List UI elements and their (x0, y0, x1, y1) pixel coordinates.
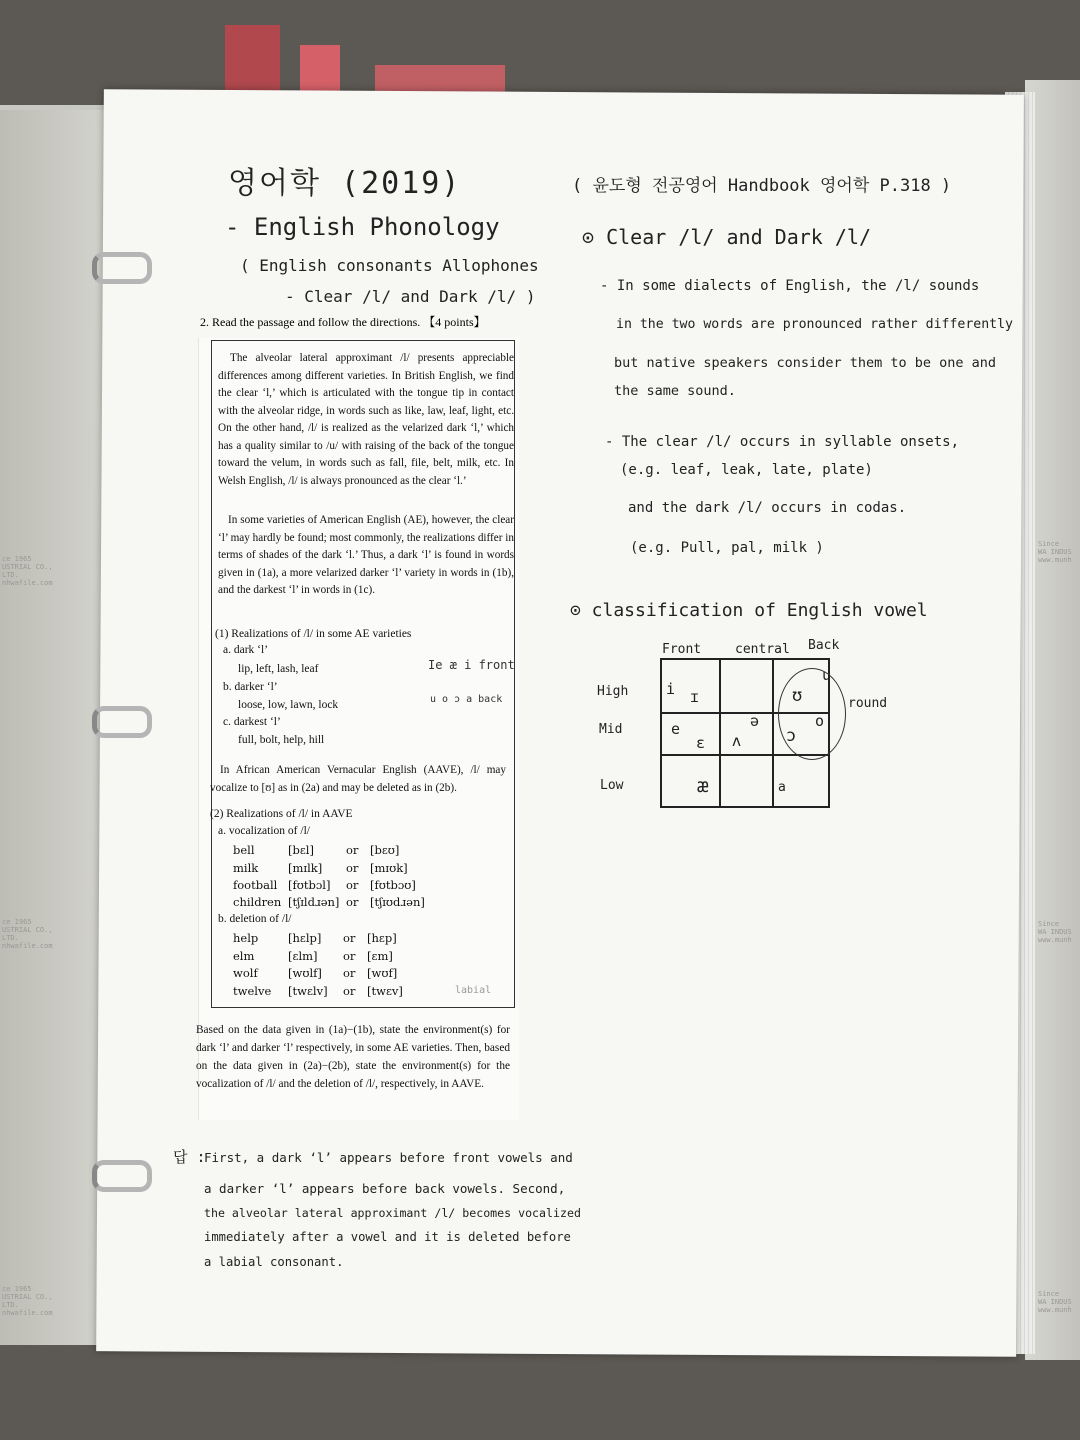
vowel-row-label: High (597, 684, 629, 699)
vowel-symbol: o (815, 712, 825, 730)
note-line: (e.g. leaf, leak, late, plate) (620, 462, 873, 478)
data-or: or (343, 931, 356, 945)
question-instruction: Read the passage and follow the directions. 【4 points】 (212, 315, 486, 329)
vowel-symbol: ɛ (696, 734, 706, 752)
example-words: lip, left, lash, leaf (238, 663, 319, 675)
example-label: a. vocalization of /l/ (218, 825, 310, 837)
data-ipa: [wʊlf] (288, 966, 322, 980)
data-ipa: [hɛlp] (288, 931, 322, 945)
data-word: elm (233, 949, 255, 963)
margin-note-labial: labial (455, 985, 492, 996)
example-title: (1) Realizations of /l/ in some AE varieties (215, 628, 412, 640)
note-line: - In some dialects of English, the /l/ sounds (600, 278, 980, 294)
data-ipa: [tʃɪldɹən] (288, 895, 340, 909)
data-word: help (233, 931, 259, 945)
data-or: or (346, 878, 359, 892)
passage-paragraph: The alveolar lateral approximant /l/ presents appreciable differences among different varieties. In British English, we find the clear ‘l,’ which is articulated with the tongue tip in contact with the alveolar ridge, in words such as like, law, leaf, light, etc. On the other hand, /l/ is realized as the velarized dark ‘l,’ which has a quality similar to /u/ with raising of the back of the tongue toward the velum, in words such as fall, file, belt, milk, etc. In Welsh English, /l/ is always pronounced as the clear ‘l.’ (218, 352, 514, 487)
passage-paragraph: In some varieties of American English (AE), however, the clear ‘l’ may hardly be found; most commonly, the realizations differ in terms of shades of the dark ‘l.’ Thus, a dark ‘l’ is found in words given in (1a), a more velarized darker ‘l’ variety in words in (1b), and the darkest ‘l’ in words in (1c). (218, 514, 514, 596)
data-word: bell (233, 843, 255, 857)
topic-heading: - English Phonology (225, 213, 500, 241)
data-word: children (233, 895, 282, 909)
subtopic-line: ( English consonants Allophones (240, 256, 539, 275)
sticky-tab (300, 45, 340, 95)
example-label: a. dark ‘l’ (223, 644, 269, 656)
binder-brand: Since WA INDUS www.munh (1038, 920, 1072, 944)
data-ipa: [twɛlv] (288, 984, 328, 998)
vowel-symbol: u (822, 666, 832, 684)
example-label: b. darker ‘l’ (223, 681, 278, 693)
binder-brand: ce 1965 USTRIAL CO., LTD. nhwafile.com (2, 1285, 53, 1317)
vowel-col-label: Front (662, 642, 702, 657)
example-title: (2) Realizations of /l/ in AAVE (210, 808, 353, 820)
binder-ring (92, 706, 152, 738)
data-or: or (346, 895, 359, 909)
question-header (200, 313, 486, 330)
data-word: twelve (233, 984, 272, 998)
vowel-symbol: i (666, 680, 676, 698)
answer-line: the alveolar lateral approximant /l/ becomes vocalized (204, 1206, 581, 1220)
data-ipa: [ɛlm] (288, 949, 318, 963)
subtopic-line: - Clear /l/ and Dark /l/ ) (285, 287, 536, 306)
binder-brand: ce 1965 USTRIAL CO., LTD. nhwafile.com (2, 918, 53, 950)
sticky-tab (225, 25, 280, 95)
data-ipa: [wʊf] (367, 966, 398, 980)
data-or: or (343, 949, 356, 963)
data-ipa: [bɛʊ] (370, 843, 400, 857)
vowel-col-label: central (735, 642, 790, 657)
example-label: c. darkest ‘l’ (223, 716, 281, 728)
data-ipa: [fʊtbɔʊ] (370, 878, 416, 892)
note-line: - The clear /l/ occurs in syllable onsets, (605, 434, 960, 450)
vowel-symbol: e (671, 720, 681, 738)
note-line: (e.g. Pull, pal, milk ) (630, 540, 824, 556)
note-line: but native speakers consider them to be one and (614, 355, 997, 371)
data-ipa: [tʃɪʊdɹən] (370, 895, 425, 909)
binder-ring (92, 1160, 152, 1192)
round-vowel-circle (778, 668, 846, 760)
page-title: 영어학 (2019) (228, 166, 462, 201)
note-heading: ⊙ classification of English vowel (570, 600, 928, 621)
round-note: round (848, 696, 888, 711)
answer-line: First, a dark ‘l’ appears before front vowels and (204, 1150, 573, 1165)
note-heading: ⊙ Clear /l/ and Dark /l/ (582, 225, 871, 249)
data-or: or (346, 843, 359, 857)
answer-line: immediately after a vowel and it is deleted before (204, 1230, 571, 1244)
vowel-symbol: ɔ (786, 726, 797, 746)
question-number: 2. (200, 315, 209, 329)
binder-brand: Since WA INDUS www.munh (1038, 540, 1072, 564)
vowel-symbol: ʌ (732, 732, 742, 750)
passage-paragraph: In African American Vernacular English (AAVE), /l/ may vocalize to [ʊ] as in (2a) and may be deleted as in (2b). (210, 764, 506, 794)
data-ipa: [hɛp] (367, 931, 397, 945)
example-label: b. deletion of /l/ (218, 913, 292, 925)
data-or: or (343, 966, 356, 980)
vowel-row-label: Mid (599, 722, 623, 737)
vowel-symbol: a (778, 780, 786, 795)
data-ipa: [twɛv] (367, 984, 403, 998)
note-line: the same sound. (614, 383, 736, 399)
vowel-symbol: ə (750, 712, 760, 730)
data-ipa: [fʊtbɔl] (288, 878, 331, 892)
reference-note: ( 윤도형 전공영어 Handbook 영어학 P.318 ) (572, 176, 952, 196)
data-ipa: [mɪlk] (288, 861, 323, 875)
vowel-col-label: Back (808, 638, 840, 653)
vowel-symbol: ʊ (792, 686, 803, 706)
data-word: football (233, 878, 278, 892)
vowel-row-label: Low (600, 778, 624, 793)
margin-note-back: u o ɔ a back (430, 694, 503, 705)
data-or: or (346, 861, 359, 875)
data-ipa: [ɛm] (367, 949, 393, 963)
answer-line: a labial consonant. (204, 1255, 344, 1269)
data-ipa: [mɪʊk] (370, 861, 408, 875)
binder-brand: Since WA INDUS www.munh (1038, 1290, 1072, 1314)
question-task: Based on the data given in (1a)−(1b), state the environment(s) for dark ‘l’ and darker ‘l’ respectively, in some AE varieties. Then, based on the data given in (2a)−(2b), state the environment(s) for the vocalization of /l/ and the deletion of /l/, respectively, in AAVE. (196, 1024, 510, 1090)
vowel-symbol: ɪ (690, 688, 700, 706)
margin-note-front: Ie æ i front (428, 658, 515, 672)
answer-line: a darker ‘l’ appears before back vowels. Second, (204, 1181, 566, 1196)
binder-ring (92, 252, 152, 284)
answer-label: 답 : (173, 1148, 206, 1166)
data-word: wolf (233, 966, 258, 980)
note-line: and the dark /l/ occurs in codas. (628, 500, 907, 516)
data-ipa: [bɛl] (288, 843, 314, 857)
example-words: loose, low, lawn, lock (238, 699, 339, 711)
vowel-symbol: æ (697, 775, 709, 797)
data-word: milk (233, 861, 259, 875)
example-words: full, bolt, help, hill (238, 734, 325, 746)
note-line: in the two words are pronounced rather differently (616, 317, 1013, 332)
data-or: or (343, 984, 356, 998)
binder-brand: ce 1965 USTRIAL CO., LTD. nhwafile.com (2, 555, 53, 587)
